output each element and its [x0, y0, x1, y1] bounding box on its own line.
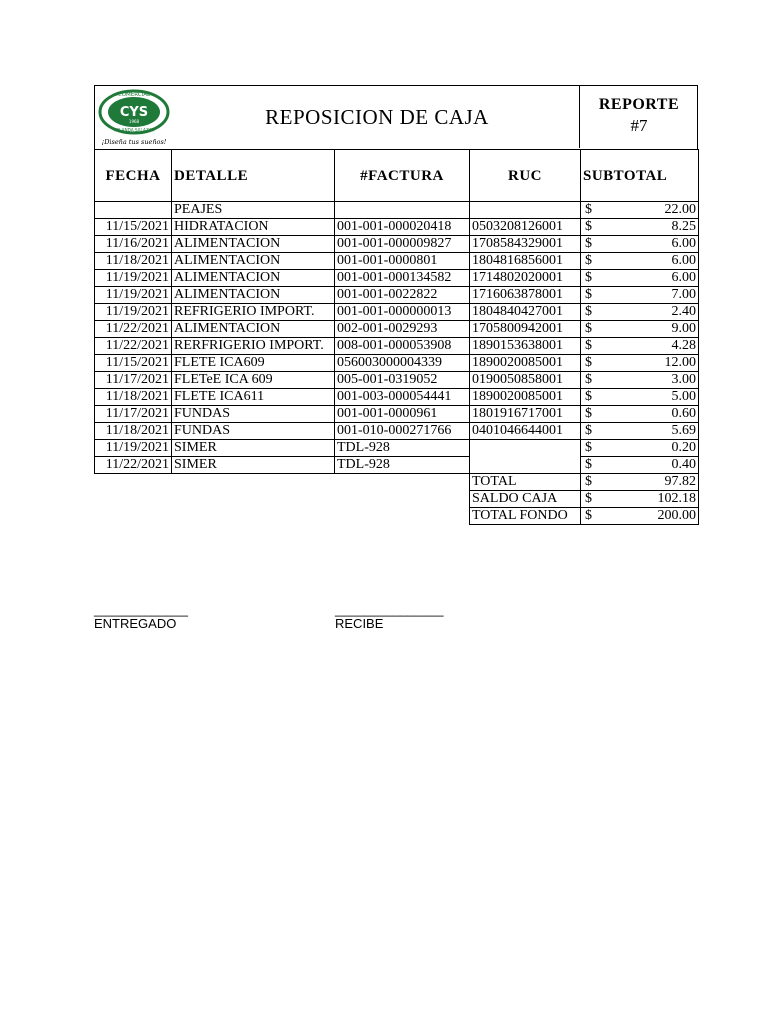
cell-ruc: 1804816856001 — [470, 253, 581, 270]
currency-symbol: $ — [585, 474, 592, 489]
total-amount — [581, 508, 699, 525]
cell-subtotal — [581, 406, 699, 423]
expense-table — [94, 149, 699, 525]
cell-subtotal — [581, 202, 699, 219]
cell-fecha: 11/18/2021 — [95, 423, 172, 440]
totals-row — [95, 508, 699, 525]
cell-factura: 008-001-000053908 — [335, 338, 470, 355]
table-row — [95, 202, 699, 219]
blank-cell — [95, 491, 470, 508]
cell-subtotal — [581, 372, 699, 389]
cell-detalle: FUNDAS — [172, 406, 335, 423]
cell-detalle: PEAJES — [172, 202, 335, 219]
cell-detalle: RERFRIGERIO IMPORT. — [172, 338, 335, 355]
currency-symbol: $ — [585, 457, 592, 472]
cell-subtotal — [581, 304, 699, 321]
totals-row — [95, 474, 699, 491]
subtotal-value: 5.69 — [671, 423, 696, 438]
totals-row — [95, 491, 699, 508]
report-header — [94, 85, 698, 149]
cell-ruc: 0401046644001 — [470, 423, 581, 440]
cell-detalle: ALIMENTACION — [172, 236, 335, 253]
cell-fecha: 11/17/2021 — [95, 406, 172, 423]
total-label: SALDO CAJA — [470, 491, 581, 508]
currency-symbol: $ — [585, 270, 592, 285]
blank-cell — [95, 474, 470, 491]
cell-ruc: 1890153638001 — [470, 338, 581, 355]
cell-ruc: 1716063878001 — [470, 287, 581, 304]
cell-subtotal — [581, 253, 699, 270]
cell-factura: 001-010-000271766 — [335, 423, 470, 440]
cell-fecha: 11/15/2021 — [95, 355, 172, 372]
subtotal-value: 12.00 — [664, 355, 696, 370]
table-row — [95, 304, 699, 321]
total-label: TOTAL — [470, 474, 581, 491]
company-logo — [97, 88, 175, 148]
currency-symbol: $ — [585, 202, 592, 217]
currency-symbol: $ — [585, 236, 592, 251]
table-row — [95, 253, 699, 270]
cell-fecha: 11/17/2021 — [95, 372, 172, 389]
cell-factura: 001-003-000054441 — [335, 389, 470, 406]
cell-fecha: 11/19/2021 — [95, 270, 172, 287]
cell-subtotal — [581, 355, 699, 372]
cell-subtotal — [581, 457, 699, 474]
total-value: 200.00 — [657, 508, 696, 523]
svg-text:COMERCIAL: COMERCIAL — [117, 92, 151, 98]
cell-factura — [335, 202, 470, 219]
subtotal-value: 7.00 — [671, 287, 696, 302]
cell-detalle: HIDRATACION — [172, 219, 335, 236]
cell-factura: 001-001-000000013 — [335, 304, 470, 321]
cell-ruc: 1714802020001 — [470, 270, 581, 287]
cell-subtotal — [581, 287, 699, 304]
page-title: REPOSICION DE CAJA — [265, 104, 489, 129]
subtotal-value: 0.40 — [671, 457, 696, 472]
cell-ruc: 1705800942001 — [470, 321, 581, 338]
cell-detalle: ALIMENTACION — [172, 253, 335, 270]
currency-symbol: $ — [585, 491, 592, 506]
cell-ruc: 1890020085001 — [470, 389, 581, 406]
subtotal-value: 4.28 — [671, 338, 696, 353]
total-value: 102.18 — [657, 491, 696, 506]
subtotal-value: 0.20 — [671, 440, 696, 455]
table-row — [95, 338, 699, 355]
col-ruc: RUC — [470, 150, 581, 202]
table-row — [95, 406, 699, 423]
signature-label-left: ENTREGADO — [94, 616, 177, 631]
svg-text:¡Diseña tus sueños!: ¡Diseña tus sueños! — [101, 138, 167, 146]
subtotal-value: 2.40 — [671, 304, 696, 319]
total-value: 97.82 — [664, 474, 696, 489]
cell-ruc: 1804840427001 — [470, 304, 581, 321]
currency-symbol: $ — [585, 338, 592, 353]
subtotal-value: 3.00 — [671, 372, 696, 387]
cell-factura: 005-001-0319052 — [335, 372, 470, 389]
signature-label-right: RECIBE — [335, 616, 384, 631]
svg-text:CYS: CYS — [119, 105, 149, 120]
cell-ruc: 1708584329001 — [470, 236, 581, 253]
cell-fecha: 11/22/2021 — [95, 321, 172, 338]
cell-detalle: SIMER — [172, 457, 335, 474]
cell-fecha — [95, 202, 172, 219]
table-row — [95, 423, 699, 440]
signature-entregado — [94, 604, 188, 631]
svg-text:1968: 1968 — [128, 119, 140, 124]
table-header-row — [95, 150, 699, 202]
table-row — [95, 236, 699, 253]
col-factura: #FACTURA — [335, 150, 470, 202]
cell-detalle: ALIMENTACION — [172, 321, 335, 338]
currency-symbol: $ — [585, 440, 592, 455]
cell-subtotal — [581, 219, 699, 236]
table-row — [95, 270, 699, 287]
col-fecha: FECHA — [95, 150, 172, 202]
currency-symbol: $ — [585, 423, 592, 438]
currency-symbol: $ — [585, 287, 592, 302]
col-detalle: DETALLE — [172, 150, 335, 202]
cell-subtotal — [581, 389, 699, 406]
table-row — [95, 219, 699, 236]
cell-factura: 001-001-0000961 — [335, 406, 470, 423]
cell-subtotal — [581, 270, 699, 287]
cell-subtotal — [581, 440, 699, 457]
total-amount — [581, 474, 699, 491]
subtotal-value: 5.00 — [671, 389, 696, 404]
currency-symbol: $ — [585, 406, 592, 421]
cell-factura: 001-001-000020418 — [335, 219, 470, 236]
subtotal-value: 6.00 — [671, 270, 696, 285]
currency-symbol: $ — [585, 355, 592, 370]
cell-factura: 056003000004339 — [335, 355, 470, 372]
signature-recibe — [335, 604, 443, 631]
cell-detalle: FLETE ICA611 — [172, 389, 335, 406]
table-row — [95, 372, 699, 389]
subtotal-value: 22.00 — [664, 202, 696, 217]
cell-ruc: 1890020085001 — [470, 355, 581, 372]
cell-fecha: 11/19/2021 — [95, 287, 172, 304]
cell-subtotal — [581, 338, 699, 355]
total-label: TOTAL FONDO — [470, 508, 581, 525]
cell-factura: 001-001-0022822 — [335, 287, 470, 304]
cell-ruc: 0503208126001 — [470, 219, 581, 236]
table-row — [95, 355, 699, 372]
currency-symbol: $ — [585, 372, 592, 387]
cell-factura: TDL-928 — [335, 457, 470, 474]
cell-fecha: 11/15/2021 — [95, 219, 172, 236]
table-row — [95, 287, 699, 304]
cell-factura: 001-001-0000801 — [335, 253, 470, 270]
subtotal-value: 6.00 — [671, 236, 696, 251]
cell-fecha: 11/19/2021 — [95, 440, 172, 457]
currency-symbol: $ — [585, 219, 592, 234]
table-row — [95, 457, 699, 474]
signature-line-right: _______________ — [335, 602, 444, 617]
cell-subtotal — [581, 321, 699, 338]
cell-subtotal — [581, 236, 699, 253]
total-amount — [581, 491, 699, 508]
cell-factura: 001-001-000009827 — [335, 236, 470, 253]
currency-symbol: $ — [585, 304, 592, 319]
currency-symbol: $ — [585, 321, 592, 336]
subtotal-value: 9.00 — [671, 321, 696, 336]
cell-detalle: FUNDAS — [172, 423, 335, 440]
table-row — [95, 321, 699, 338]
cell-fecha: 11/18/2021 — [95, 389, 172, 406]
signature-line-left: _____________ — [94, 602, 188, 617]
cell-fecha: 11/19/2021 — [95, 304, 172, 321]
subtotal-value: 0.60 — [671, 406, 696, 421]
blank-cell — [95, 508, 470, 525]
svg-text:YOLANDA SALAZAR: YOLANDA SALAZAR — [113, 127, 155, 133]
report-label: REPORTE — [598, 96, 680, 113]
cell-ruc — [470, 440, 581, 474]
subtotal-value: 6.00 — [671, 253, 696, 268]
table-row — [95, 389, 699, 406]
cell-factura: 001-001-000134582 — [335, 270, 470, 287]
cell-detalle: SIMER — [172, 440, 335, 457]
cell-ruc: 0190050858001 — [470, 372, 581, 389]
currency-symbol: $ — [585, 253, 592, 268]
cell-ruc — [470, 202, 581, 219]
table-row — [95, 440, 699, 457]
cell-detalle: FLETE ICA609 — [172, 355, 335, 372]
report-number: #7 — [630, 116, 648, 135]
cell-factura: TDL-928 — [335, 440, 470, 457]
cell-fecha: 11/22/2021 — [95, 338, 172, 355]
cell-detalle: REFRIGERIO IMPORT. — [172, 304, 335, 321]
cell-subtotal — [581, 423, 699, 440]
cell-fecha: 11/18/2021 — [95, 253, 172, 270]
currency-symbol: $ — [585, 389, 592, 404]
report-box — [579, 86, 698, 148]
cell-factura: 002-001-0029293 — [335, 321, 470, 338]
cell-ruc: 1801916717001 — [470, 406, 581, 423]
cell-fecha: 11/16/2021 — [95, 236, 172, 253]
reposicion-sheet — [94, 85, 698, 525]
cell-fecha: 11/22/2021 — [95, 457, 172, 474]
col-subtotal: SUBTOTAL — [581, 150, 699, 202]
cell-detalle: FLETeE ICA 609 — [172, 372, 335, 389]
cell-detalle: ALIMENTACION — [172, 270, 335, 287]
subtotal-value: 8.25 — [671, 219, 696, 234]
currency-symbol: $ — [585, 508, 592, 523]
cell-detalle: ALIMENTACION — [172, 287, 335, 304]
